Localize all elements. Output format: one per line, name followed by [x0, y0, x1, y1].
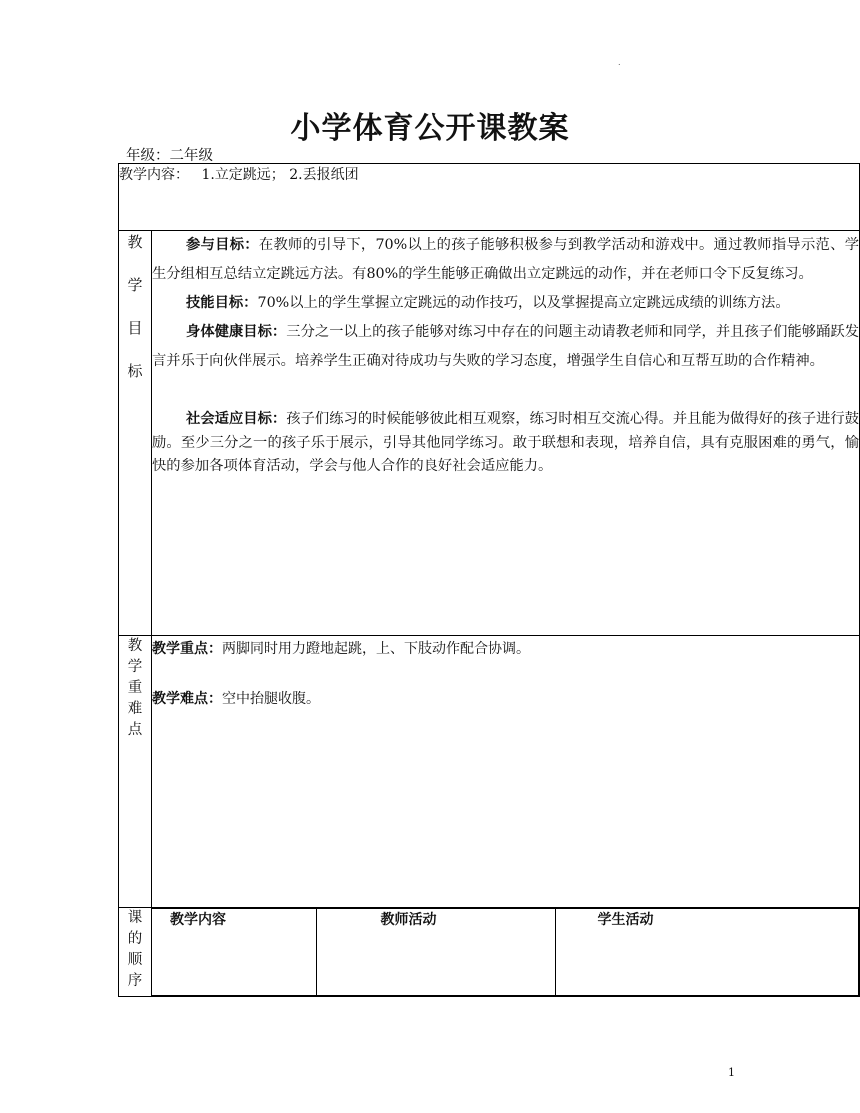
health-goal-title: 身体健康目标： — [186, 324, 287, 340]
header-mark: . — [618, 58, 621, 67]
sequence-label — [119, 908, 152, 997]
keys-content — [152, 636, 860, 908]
col-teacher-activity: 教师活动 — [316, 909, 555, 996]
sequence-label-char: 课 — [127, 910, 143, 926]
teaching-difficulty-title: 教学难点： — [152, 691, 222, 707]
goals-label-char: 学 — [127, 276, 143, 294]
keys-label-char: 重 — [127, 680, 143, 696]
social-goal — [152, 408, 859, 479]
grade-label: 年级：二年级 — [126, 148, 213, 164]
col-student-activity: 学生活动 — [555, 909, 859, 996]
sequence-row — [119, 908, 860, 997]
skill-goal-title: 技能目标： — [186, 295, 258, 311]
skill-goal — [152, 289, 859, 318]
sequence-header-table — [152, 908, 859, 996]
health-goal-text: 三分之一以上的孩子能够对练习中存在的问题主动请教老师和同学，并且孩子们能够踊跃发言并乐于向伙伴展示。培养学生正确对待成功与失败的学习态度，增强学生自信心和互帮互助的合作精神。 — [152, 324, 860, 369]
goals-label-char: 标 — [127, 362, 143, 380]
col-teaching-content: 教学内容 — [152, 909, 316, 996]
goals-label — [119, 231, 152, 636]
goals-row — [119, 231, 860, 636]
goals-label-char: 教 — [127, 233, 143, 251]
content-row — [119, 164, 860, 231]
keys-label-char: 教 — [127, 638, 143, 654]
participation-goal-text: 在教师的引导下，70%以上的孩子能够积极参与到教学活动和游戏中。通过教师指导示范、学生分组相互总结立定跳远方法。有80%的学生能够正确做出立定跳远的动作，并在老师口令下反复练习。 — [152, 237, 860, 282]
keys-label-char: 点 — [127, 722, 143, 738]
page-number: 1 — [728, 1066, 735, 1079]
teaching-focus-title: 教学重点： — [152, 641, 222, 657]
content-items: 1.立定跳远； 2.丢报纸团 — [201, 167, 359, 183]
skill-goal-text: 70%以上的学生掌握立定跳远的动作技巧，以及掌握提高立定跳远成绩的训练方法。 — [257, 295, 790, 311]
goals-label-char: 目 — [127, 319, 143, 337]
teaching-difficulty — [152, 686, 859, 712]
health-goal — [152, 318, 859, 376]
teaching-focus-text: 两脚同时用力蹬地起跳，上、下肢动作配合协调。 — [222, 641, 530, 657]
keys-label-char: 学 — [127, 659, 143, 675]
social-goal-text: 孩子们练习的时候能够彼此相互观察，练习时相互交流心得。并且能为做得好的孩子进行鼓励。至少三分之一的孩子乐于展示，引导其他同学练习。敢于联想和表现，培养自信，具有克服困难的勇气，愉快的参加各项体育活动，学会与他人合作的良好社会适应能力。 — [152, 411, 860, 474]
lesson-plan-table — [118, 163, 860, 997]
keys-label-char: 难 — [127, 701, 143, 717]
teaching-difficulty-text: 空中抬腿收腹。 — [222, 691, 320, 707]
social-goal-title: 社会适应目标： — [186, 411, 287, 427]
content-label: 教学内容： — [119, 167, 189, 183]
goals-content — [152, 231, 860, 636]
keys-label — [119, 636, 152, 908]
page-title: 小学体育公开课教案 — [290, 111, 570, 146]
sequence-content — [152, 908, 860, 997]
participation-goal-title: 参与目标： — [186, 237, 259, 253]
sequence-label-char: 顺 — [127, 952, 143, 968]
sequence-label-char: 的 — [127, 931, 143, 947]
participation-goal — [152, 231, 859, 289]
sequence-label-char: 序 — [127, 973, 143, 989]
keys-row — [119, 636, 860, 908]
teaching-focus — [152, 636, 859, 662]
